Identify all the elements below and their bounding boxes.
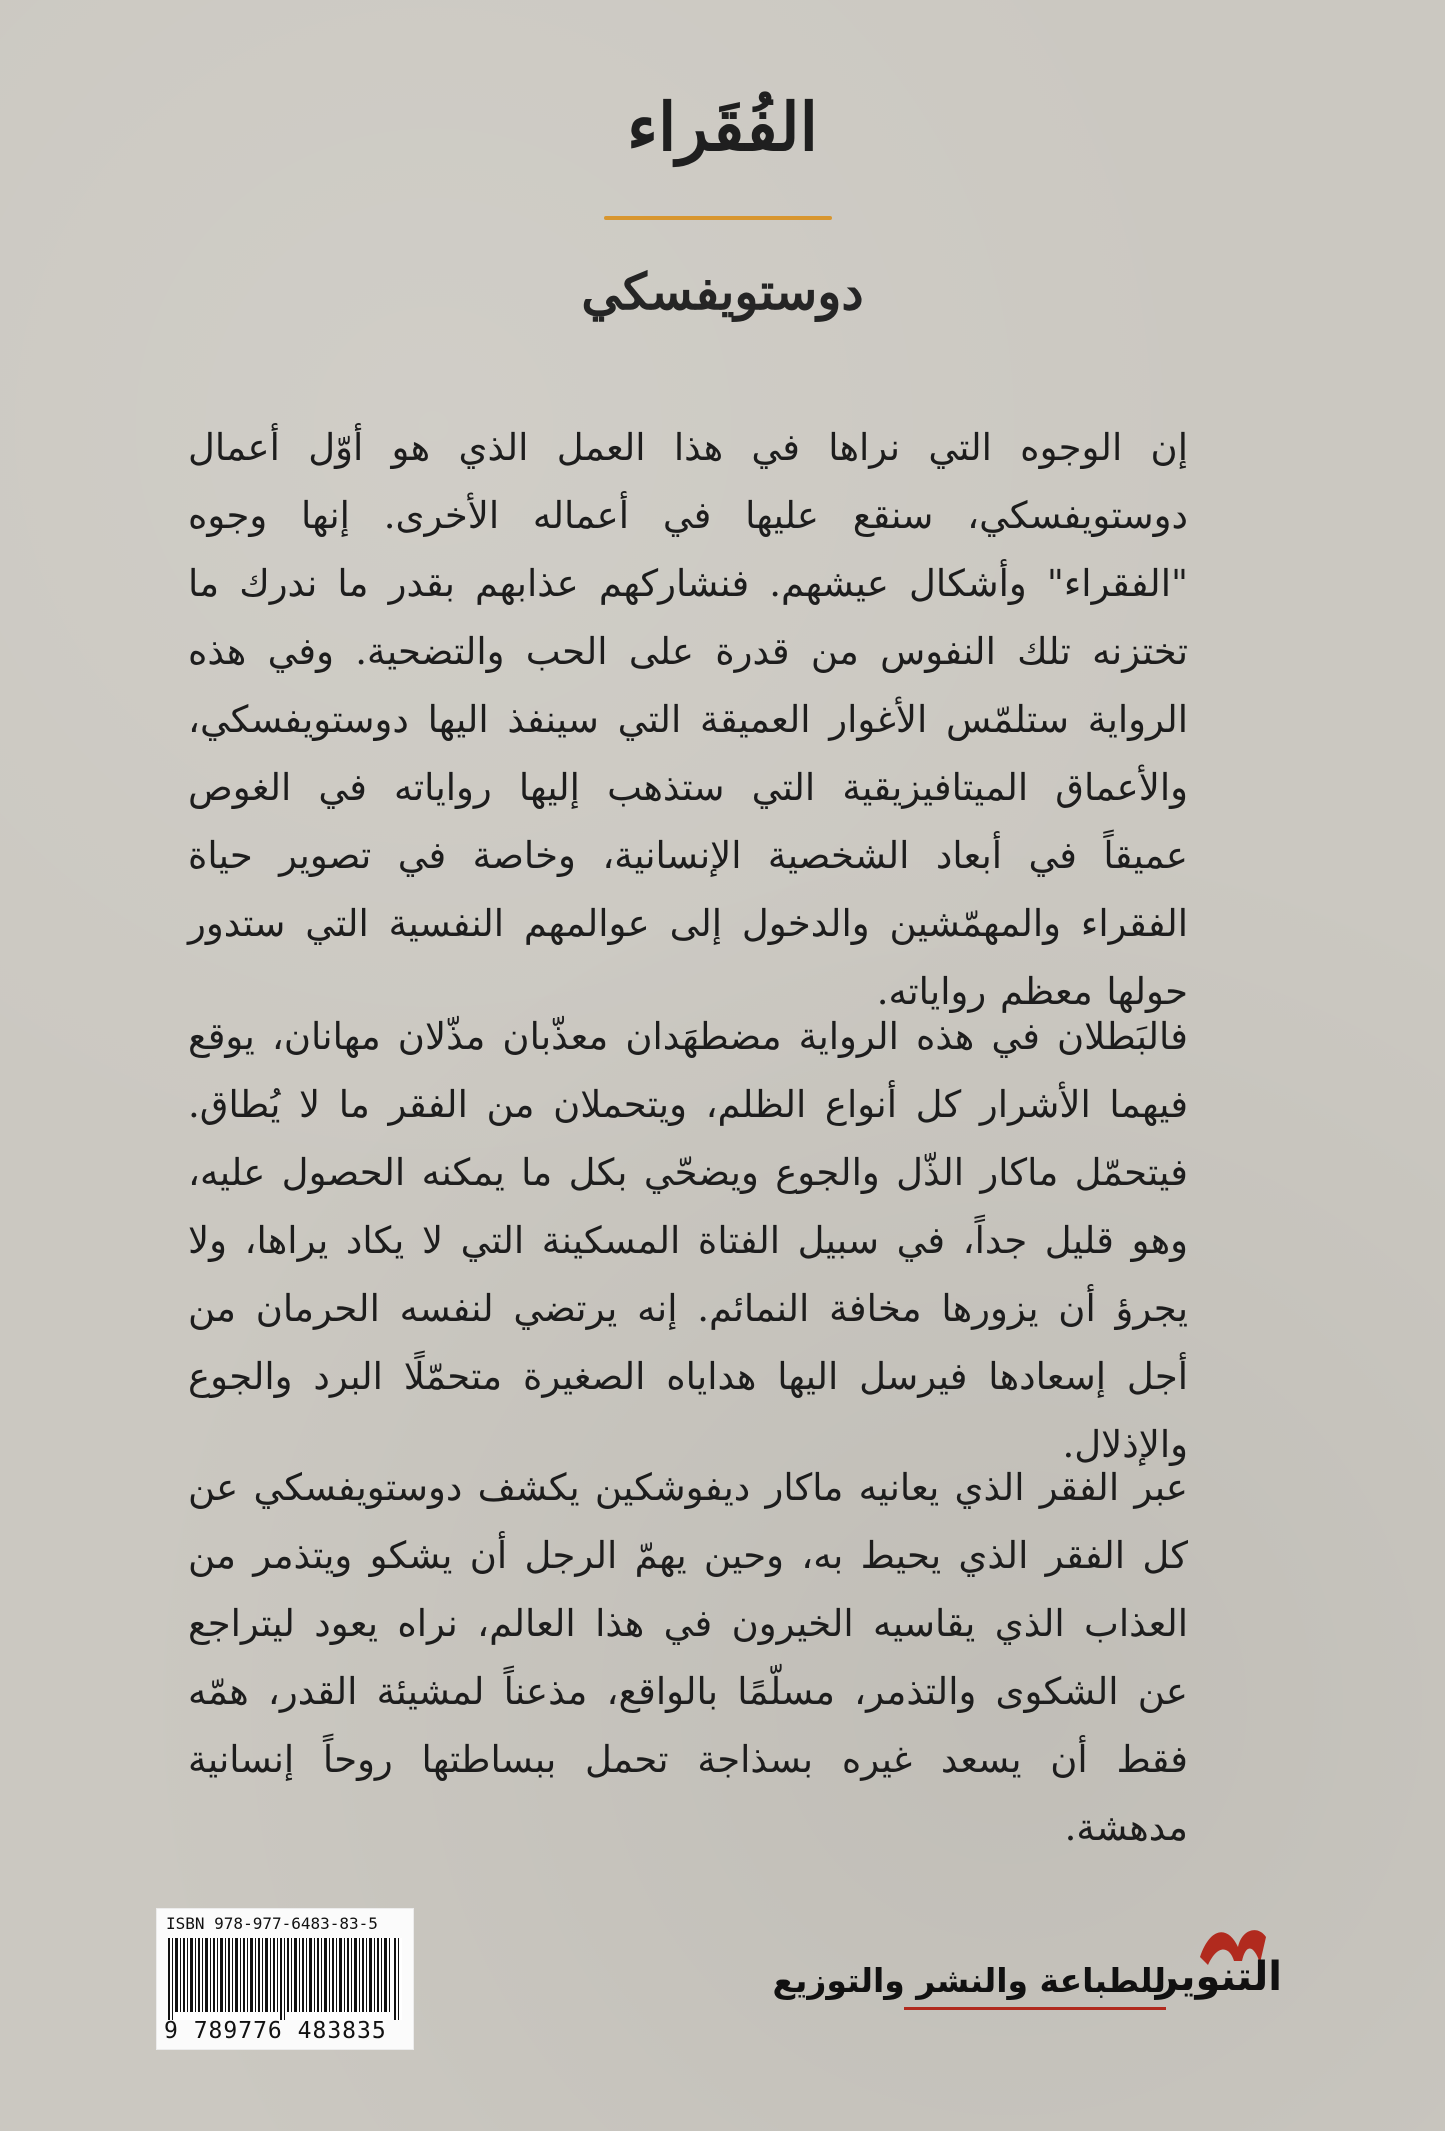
title-divider: [604, 216, 832, 220]
publisher-logo-text: التنوير: [1155, 1954, 1282, 2000]
isbn-barcode: [156, 1908, 414, 2050]
publisher-block: [772, 1913, 1298, 2033]
barcode-icon: [168, 1938, 402, 2020]
book-author: دوستويفسكي: [581, 262, 864, 321]
isbn-label: ISBN 978-977-6483-83-5: [166, 1914, 378, 1933]
blurb-paragraph-1: إن الوجوه التي نراها في هذا العمل الذي هو أوّل أعمال دوستويفسكي، سنقع عليها في أعماله الأخرى. إنها وجوه "الفقراء" وأشكال عيشهم. فنشاركهم عذابهم بقدر ما ندرك ما تختزنه تلك النفوس من قدرة على الحب والتضحية. وفي هذه الرواية ستلمّس الأغوار العميقة التي سينفذ اليها دوستويفسكي، والأعماق الميتافيزيقية التي ستذهب إليها رواياته في الغوص عميقاً في أبعاد الشخصية الإنسانية، وخاصة في تصوير حياة الفقراء والمهمّشين والدخول إلى عوالمهم النفسية التي ستدور حولها معظم رواياته.: [188, 426, 1188, 1013]
barcode-digits: 9 789776 483835: [164, 2018, 387, 2044]
blurb-paragraph-3: عبر الفقر الذي يعانيه ماكار ديفوشكين يكشف دوستويفسكي عن كل الفقر الذي يحيط به، وحين يهمّ الرجل أن يشكو ويتذمر من العذاب الذي يقاسيه الخيرون في هذا العالم، نراه يعود ليتراجع عن الشكوى والتذمر، مسلّمًا بالواقع، مذعناً لمشيئة القدر، همّه فقط أن يسعد غيره بسذاجة تحمل ببساطتها روحاً إنسانية مدهشة.: [188, 1466, 1188, 1849]
blurb-paragraph-2: فالبَطلان في هذه الرواية مضطهَدان معذّبان مذّلان مهانان، يوقع فيهما الأشرار كل أنواع الظلم، ويتحملان من الفقر ما لا يُطاق. فيتحمّل ماكار الذّل والجوع ويضحّي بكل ما يمكنه الحصول عليه، وهو قليل جداً، في سبيل الفتاة المسكينة التي لا يكاد يراها، ولا يجرؤ أن يزورها مخافة النمائم. إنه يرتضي لنفسه الحرمان من أجل إسعادها فيرسل اليها هداياه الصغيرة متحمّلًا البرد والجوع والإذلال.: [188, 1015, 1189, 1466]
publisher-tagline: للطباعة والنشر والتوزيع: [772, 1961, 1166, 2000]
publisher-underline: [904, 2007, 1166, 2010]
book-title: الفُقَراء: [626, 88, 818, 166]
